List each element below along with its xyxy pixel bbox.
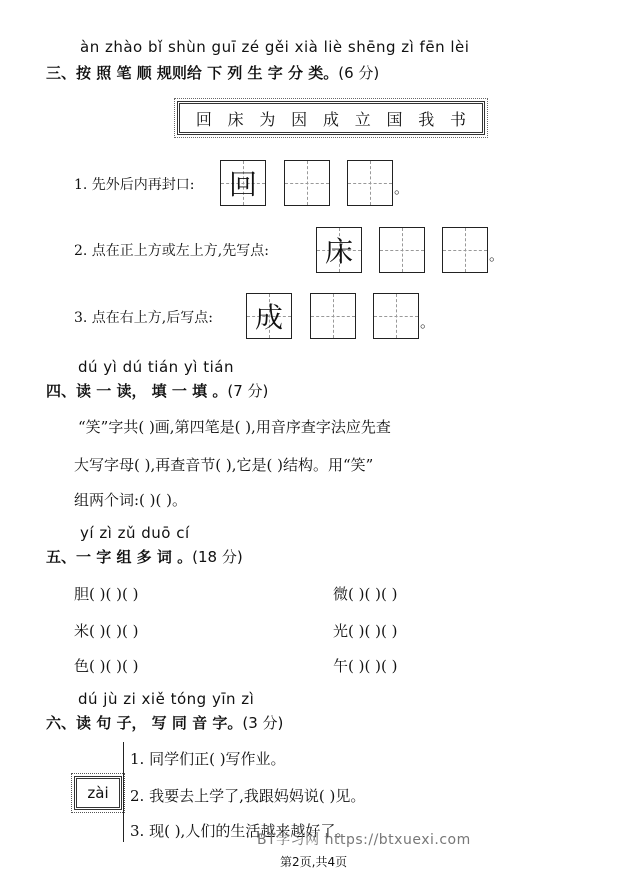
writing-box[interactable] xyxy=(347,160,393,206)
character-list-box xyxy=(177,101,485,135)
blanks: ( )( )( ) xyxy=(348,622,398,640)
item1-label: 1. 先外后内再封口: xyxy=(74,177,195,193)
char: 书 xyxy=(450,109,467,129)
sentence: 3. 现( ),人们的生活越来越好了。 xyxy=(130,822,351,840)
word-row xyxy=(333,655,397,676)
section4-line: 大写字母( ),再查音节( ),它是( )结构。用“笑” xyxy=(74,456,374,474)
char: 为 xyxy=(259,109,276,129)
blanks: ( )( )( ) xyxy=(89,585,139,603)
watermark: BT学习网 https://btxuexi.com xyxy=(257,832,471,848)
filled-char: 床 xyxy=(324,235,353,268)
writing-box-filled xyxy=(316,227,362,273)
char: 回 xyxy=(195,109,212,129)
row-char: 午 xyxy=(333,657,349,675)
section4-line: 组两个词:( )( )。 xyxy=(74,491,187,509)
row-char: 色 xyxy=(74,657,90,675)
zai-pinyin-box: zài xyxy=(74,776,122,810)
section4-line: “笑”字共( )画,第四笔是( ),用音序查字法应先查 xyxy=(78,418,391,436)
item3-end: 。 xyxy=(420,313,436,331)
item2-end: 。 xyxy=(489,246,505,264)
blanks: ( )( )( ) xyxy=(89,657,139,675)
section5-heading xyxy=(46,546,243,567)
char: 成 xyxy=(322,109,339,129)
blanks: ( )( )( ) xyxy=(348,585,398,603)
word-row xyxy=(74,620,138,641)
section3-heading xyxy=(46,62,379,83)
word-row xyxy=(74,655,138,676)
filled-char: 成 xyxy=(254,301,283,334)
writing-box[interactable] xyxy=(284,160,330,206)
section5-title: 五、一 字 组 多 词 。 xyxy=(46,548,193,566)
section6-title: 六、读 句 子， 写 同 音 字。 xyxy=(46,714,243,732)
section3-title: 三、按 照 笔 顺 规则给 下 列 生 字 分 类。 xyxy=(46,64,339,82)
writing-box[interactable] xyxy=(310,293,356,339)
section4-heading xyxy=(46,380,268,401)
section6-score: (3 分) xyxy=(242,714,284,732)
blanks: ( )( )( ) xyxy=(89,622,139,640)
char: 床 xyxy=(227,109,244,129)
section3-pinyin: àn zhào bǐ shùn guī zé gěi xià liè shēng zì fēn lèi xyxy=(80,38,470,56)
char: 国 xyxy=(386,109,403,129)
item3-label: 3. 点在右上方,后写点: xyxy=(74,310,213,326)
section5-pinyin: yí zì zǔ duō cí xyxy=(80,524,190,542)
writing-box[interactable] xyxy=(379,227,425,273)
sentence: 2. 我要去上学了,我跟妈妈说( )见。 xyxy=(130,787,366,805)
row-char: 胆 xyxy=(74,585,90,603)
section4-score: (7 分) xyxy=(227,382,269,400)
section4-title: 四、读 一 读， 填 一 填 。 xyxy=(46,382,228,400)
section5-score: (18 分) xyxy=(192,548,243,566)
row-char: 光 xyxy=(333,622,349,640)
word-row xyxy=(333,583,397,604)
section6-pinyin: dú jù zi xiě tóng yīn zì xyxy=(78,690,255,708)
section4-pinyin: dú yì dú tián yì tián xyxy=(78,358,234,376)
sentence: 1. 同学们正( )写作业。 xyxy=(130,750,286,768)
section6-heading xyxy=(46,712,283,733)
writing-box[interactable] xyxy=(442,227,488,273)
blanks: ( )( )( ) xyxy=(348,657,398,675)
writing-box[interactable] xyxy=(373,293,419,339)
item2-label: 2. 点在正上方或左上方,先写点: xyxy=(74,243,269,259)
char: 我 xyxy=(418,109,435,129)
item1-end: 。 xyxy=(394,179,410,197)
word-row xyxy=(74,583,138,604)
row-char: 微 xyxy=(333,585,349,603)
char: 立 xyxy=(354,109,371,129)
writing-box-filled xyxy=(220,160,266,206)
word-row xyxy=(333,620,397,641)
writing-box-filled xyxy=(246,293,292,339)
char: 因 xyxy=(291,109,308,129)
section3-score: (6 分) xyxy=(338,64,380,82)
filled-char: 回 xyxy=(228,168,257,201)
row-char: 米 xyxy=(74,622,90,640)
page-footer: 第2页,共4页 xyxy=(280,855,348,869)
brace xyxy=(123,742,130,842)
